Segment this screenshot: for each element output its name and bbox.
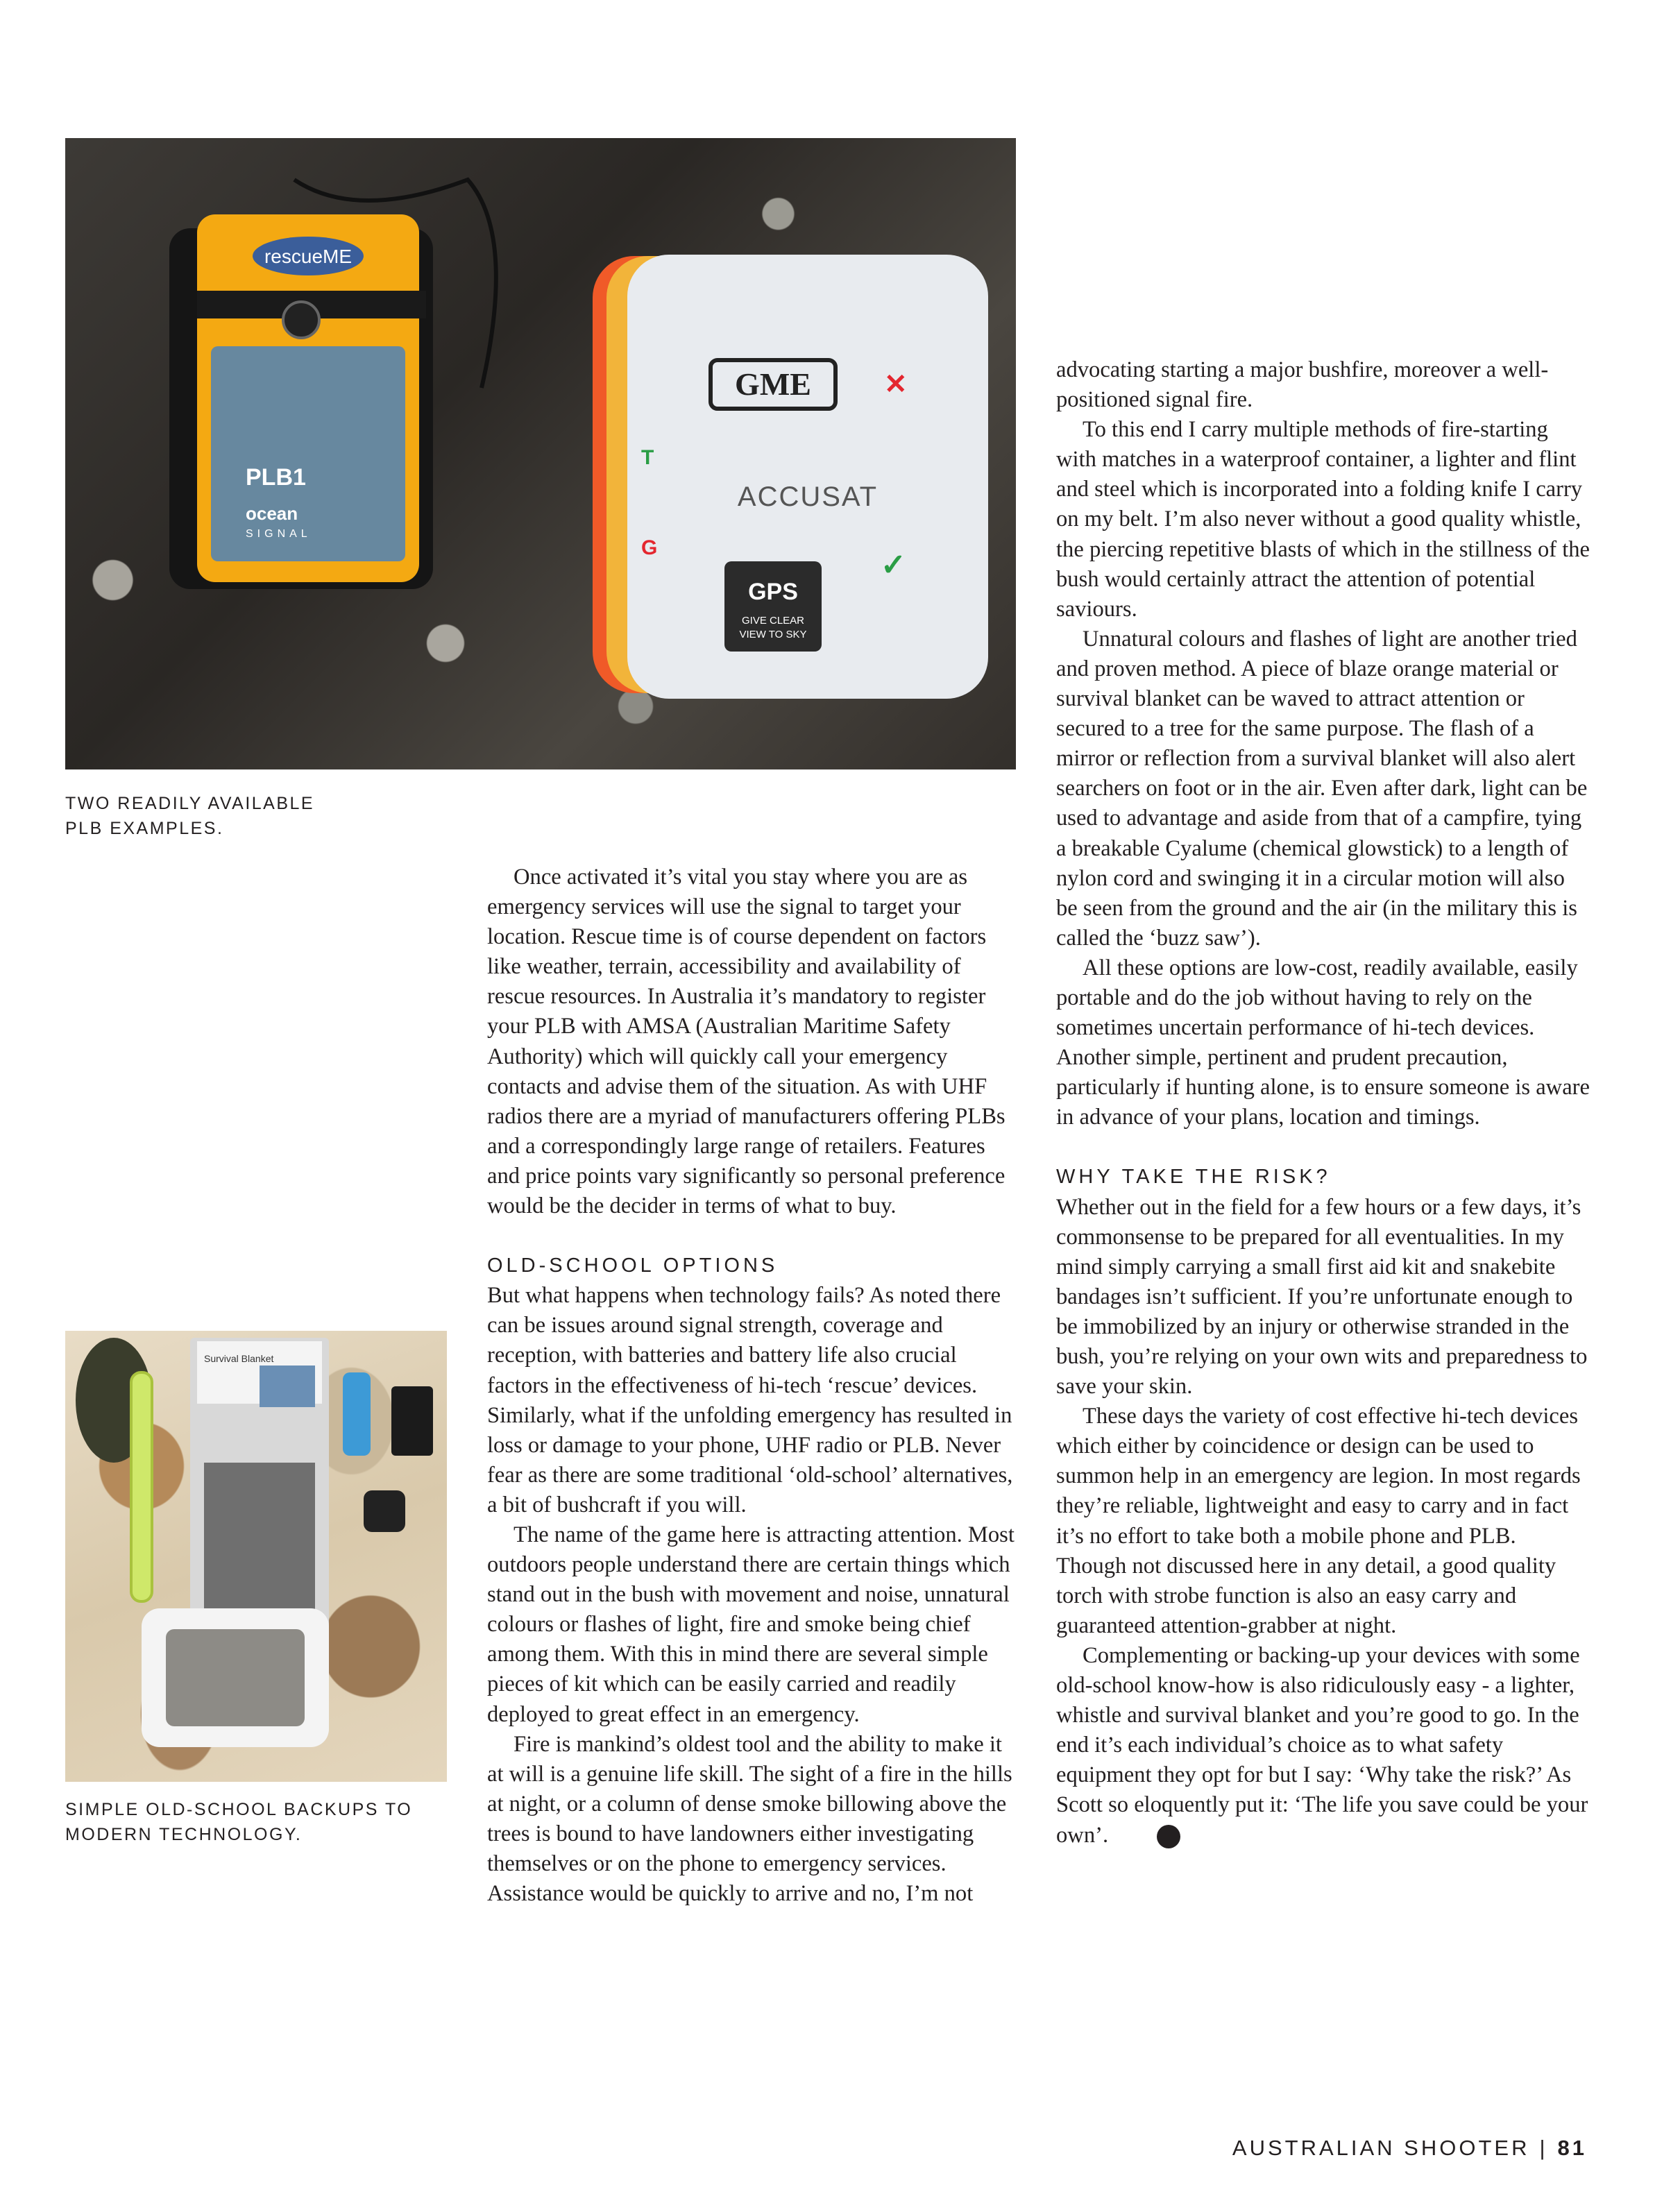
end-of-article-dot xyxy=(1157,1825,1180,1848)
plb-illustration xyxy=(65,138,1016,769)
figure2-caption-line1: SIMPLE OLD-SCHOOL BACKUPS TO xyxy=(65,1800,413,1819)
figure2-caption-line2: MODERN TECHNOLOGY. xyxy=(65,1825,303,1844)
heading-why-take-the-risk: WHY TAKE THE RISK? xyxy=(1056,1166,1331,1189)
col1-paragraph-4: Fire is mankind’s oldest tool and the ability to make it at will is a genuine life skill. The sight of a fire in the hills at night, or a column of dense smoke billowing above the trees is bound to have landowners either investigating themselves or on the phone to emergency services. Assistance would be quickly to arrive and no, I’m not xyxy=(487,1731,1012,1907)
accusat-label: ACCUSAT xyxy=(737,482,879,512)
magazine-name: AUSTRALIAN SHOOTER xyxy=(1232,2136,1530,2160)
col1-paragraph-3: The name of the game here is attracting attention. Most outdoors people understand there are certain things which stand out in the bush with movement and noise, unnatural colours or flashes of light, fire and smoke being chief among them. With this in mind there are several simple pieces of kit which can be easily carried and readily deployed to great effect in an emergency. xyxy=(487,1522,1015,1727)
gme-label: GME xyxy=(735,366,811,402)
col2-paragraph-7-text: Complementing or backing-up your devices with some old-school know-how is also ridiculously easy - a lighter, whistle and survival blanket and you’re good to go. In the end it’s each individual’s choice as to what safety equipment they opt for but I say: ‘Why take the risk?’ As Scott so eloquently put it: ‘The life you save could be your own’. xyxy=(1056,1642,1588,1848)
figure1-caption-line2: PLB EXAMPLES. xyxy=(65,819,224,838)
figure1-caption xyxy=(65,791,314,841)
article-column-1 xyxy=(487,862,1021,1909)
col1-paragraph-2: But what happens when technology fails? As noted there can be issues around signal strength, coverage and reception, with batteries and battery life also crucial factors in the effectiveness of hi-tech ‘rescue’ devices. Similarly, what if the unfolding emergency has resulted in loss or damage to your phone, UHF radio or PLB. Never fear as there are some traditional ‘old-school’ alternatives, a bit of bushcraft if you will. xyxy=(487,1283,1013,1517)
figure1-caption-line1: TWO READILY AVAILABLE xyxy=(65,794,315,813)
signal-label: SIGNAL xyxy=(246,528,312,540)
rescueme-label: rescueME xyxy=(264,246,353,267)
tick-mark: ✓ xyxy=(881,548,906,582)
backups-illustration xyxy=(65,1331,447,1782)
article-column-2 xyxy=(1056,355,1590,1851)
cross-mark: ✕ xyxy=(884,369,908,400)
footer-separator: | xyxy=(1539,2136,1548,2160)
gps-label: GPS xyxy=(748,579,798,605)
g-mark: G xyxy=(641,536,658,559)
col2-paragraph-2: To this end I carry multiple methods of fire-starting with matches in a waterproof container, a lighter and flint and steel which is incorporated into a folding knife I carry on my belt. I’m also never without a good quality whistle, the piercing repetitive blasts of which in the stillness of the bush would certainly attract the attention of potential saviours. xyxy=(1056,417,1590,622)
col2-paragraph-4: All these options are low-cost, readily available, easily portable and do the job without having to rely on the sometimes uncertain performance of hi-tech devices. Another simple, pertinent and prudent precaution, particularly if hunting alone, is to ensure someone is aware in advance of your plans, location and timings. xyxy=(1056,955,1590,1130)
plb-photo xyxy=(65,138,1016,769)
col2-paragraph-3: Unnatural colours and flashes of light are another tried and proven method. A piece of blaze orange material or survival blanket can be waved to attract attention or secured to a tree for the same purpose. The flash of a mirror or reflection from a survival blanket will also alert searchers on foot or in the air. Even after dark, light can be used to advantage and aside from that of a campfire, tying a breakable Cyalume (chemical glowstick) to a length of nylon cord and swinging it in a circular motion will also be seen from the ground and the air (in the military this is called the ‘buzz saw’). xyxy=(1056,626,1588,951)
figure2-caption xyxy=(65,1797,412,1847)
plb1-label: PLB1 xyxy=(246,464,306,491)
gps-sub1: GIVE CLEAR xyxy=(741,615,805,627)
page-number: 81 xyxy=(1557,2136,1587,2160)
ocean-label: ocean xyxy=(246,503,298,524)
col2-paragraph-6: These days the variety of cost effective hi-tech devices which either by coincidence or design can be used to summon help in an emergency are legion. In most regards they’re reliable, lightweight and easy to carry and in fact it’s no effort to take both a mobile phone and PLB. Though not discussed here in any detail, a good quality torch with strobe function is also an easy carry and guaranteed attention-grabber at night. xyxy=(1056,1404,1581,1638)
heading-old-school-options: OLD-SCHOOL OPTIONS xyxy=(487,1254,779,1277)
backups-photo xyxy=(65,1331,447,1782)
gps-sub2: VIEW TO SKY xyxy=(739,629,807,640)
page-footer xyxy=(1232,2136,1587,2161)
col2-paragraph-5: Whether out in the field for a few hours or a few days, it’s commonsense to be prepared for all eventualities. In my mind simply carrying a small first aid kit and snakebite bandages isn’t sufficient. If you’re unfortunate enough to be immobilized by an injury or otherwise stranded in the bush, you’re relying on your own wits and preparedness to save your skin. xyxy=(1056,1194,1588,1399)
t-mark: T xyxy=(641,446,654,469)
col2-paragraph-7 xyxy=(1056,1641,1590,1851)
col1-paragraph-1: Once activated it’s vital you stay where you are as emergency services will use the signal to target your location. Rescue time is of course dependent on factors like weather, terrain, accessibility and availability of rescue resources. In Australia it’s mandatory to register your PLB with AMSA (Australian Maritime Safety Authority) which will quickly call your emergency contacts and advise them of the situation. As with UHF radios there are a myriad of manufacturers offering PLBs and a correspondingly large range of retailers. Features and price points vary significantly so personal preference would be the decider in terms of what to buy. xyxy=(487,865,1006,1219)
col2-paragraph-1: advocating starting a major bushfire, moreover a well-positioned signal fire. xyxy=(1056,357,1549,413)
survival-blanket-label: Survival Blanket xyxy=(204,1353,274,1364)
